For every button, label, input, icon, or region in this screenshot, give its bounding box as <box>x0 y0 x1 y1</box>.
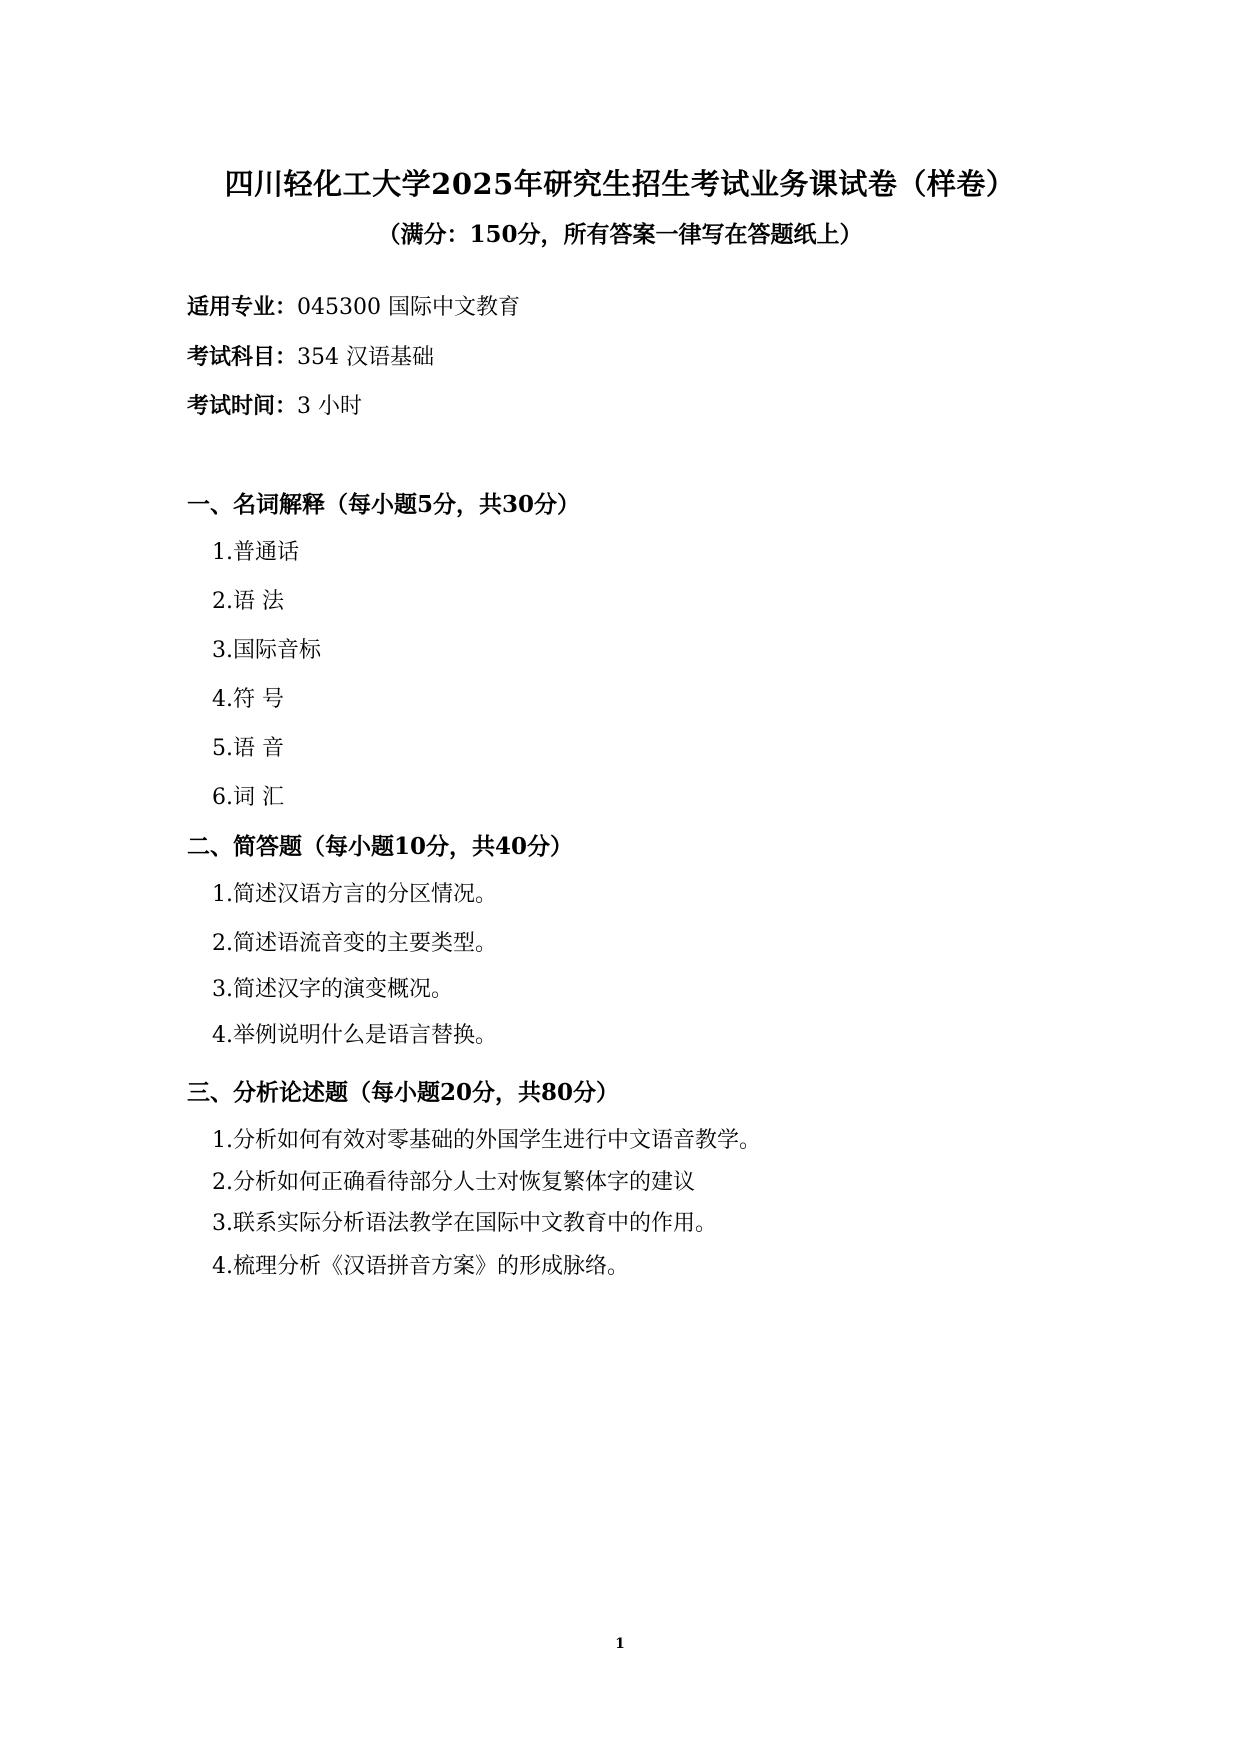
list-item: 3.联系实际分析语法教学在国际中文教育中的作用。 <box>212 1211 717 1236</box>
meta-major-value: 045300 国际中文教育 <box>297 295 520 320</box>
list-item: 2.分析如何正确看待部分人士对恢复繁体字的建议 <box>212 1170 695 1195</box>
list-item: 4.符 号 <box>212 687 284 712</box>
meta-subject-label: 考试科目： <box>187 344 298 370</box>
list-item: 1.分析如何有效对零基础的外国学生进行中文语音教学。 <box>212 1128 761 1153</box>
list-item: 5.语 音 <box>212 736 284 761</box>
meta-time <box>187 389 362 420</box>
list-item: 6.词 汇 <box>212 785 284 810</box>
list-item: 2.语 法 <box>212 589 284 614</box>
meta-time-label: 考试时间： <box>187 393 298 419</box>
meta-major <box>187 290 520 321</box>
section-heading-1: 一、名词解释（每小题5分，共30分） <box>187 491 581 518</box>
meta-time-value: 3 小时 <box>297 394 363 419</box>
page-title: 四川轻化工大学2025年研究生招生考试业务课试卷（样卷） <box>224 167 1016 201</box>
meta-subject-value: 354 汉语基础 <box>297 345 435 370</box>
list-item: 3.国际音标 <box>212 638 321 663</box>
list-item: 4.梳理分析《汉语拼音方案》的形成脉络。 <box>212 1254 629 1279</box>
list-item: 4.举例说明什么是语言替换。 <box>212 1023 497 1048</box>
meta-subject <box>187 340 434 371</box>
list-item: 1.普通话 <box>212 540 299 565</box>
section-heading-2: 二、简答题（每小题10分，共40分） <box>187 833 574 860</box>
list-item: 3.简述汉字的演变概况。 <box>212 977 453 1002</box>
list-item: 1.简述汉语方言的分区情况。 <box>212 882 497 907</box>
page-number: 1 <box>615 1636 625 1652</box>
meta-major-label: 适用专业： <box>187 294 298 320</box>
page-subtitle: （满分：150分，所有答案一律写在答题纸上） <box>377 221 863 248</box>
list-item: 2.简述语流音变的主要类型。 <box>212 931 497 956</box>
section-heading-3: 三、分析论述题（每小题20分，共80分） <box>187 1079 620 1106</box>
